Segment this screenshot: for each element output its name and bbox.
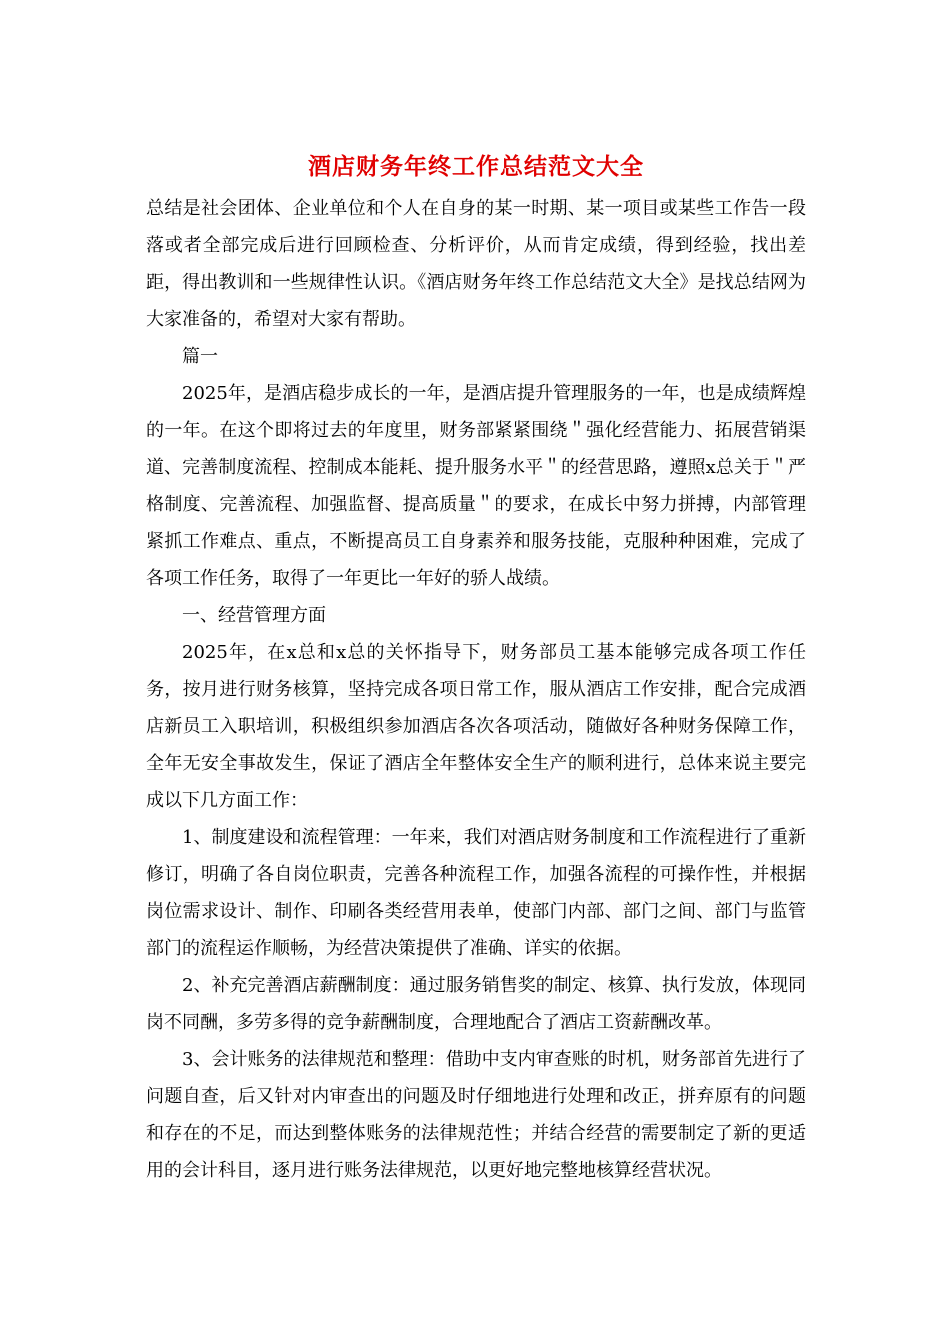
paragraph-intro: 总结是社会团体、企业单位和个人在自身的某一时期、某一项目或某些工作告一段落或者全部完成后进行回顾检查、分析评价，从而肯定成绩，得到经验，找出差距，得出教训和一些规律性认识。《酒店财务年终工作总结范文大全》是找总结网为大家准备的，希望对大家有帮助。 [146, 198, 806, 330]
paragraph-management-summary: 2025年，在x总和x总的关怀指导下，财务部员工基本能够完成各项工作任务，按月进行财务核算，坚持完成各项日常工作，服从酒店工作安排，配合完成酒店新员工入职培训，积极组织参加酒店各次各项活动，随做好各种财务保障工作，全年无安全事故发生，保证了酒店全年整体安全生产的顺利进行，总体来说主要完成以下几方面工作： [146, 642, 806, 811]
document-page [146, 150, 806, 1189]
paragraph-item-2: 2、补充完善酒店薪酬制度：通过服务销售奖的制定、核算、执行发放，体现同岗不同酬，多劳多得的竞争薪酬制度，合理地配合了酒店工资薪酬改革。 [146, 975, 806, 1033]
paragraph-year-overview: 2025年，是酒店稳步成长的一年，是酒店提升管理服务的一年，也是成绩辉煌的一年。在这个即将过去的年度里，财务部紧紧围绕＂强化经营能力、拓展营销渠道、完善制度流程、控制成本能耗、提升服务水平＂的经营思路，遵照x总关于＂严格制度、完善流程、加强监督、提高质量＂的要求，在成长中努力拼搏，内部管理紧抓工作难点、重点，不断提高员工自身素养和服务技能，克服种种困难，完成了各项工作任务，取得了一年更比一年好的骄人战绩。 [146, 383, 806, 589]
document-title: 酒店财务年终工作总结范文大全 [308, 153, 644, 180]
paragraph-item-1: 1、制度建设和流程管理：一年来，我们对酒店财务制度和工作流程进行了重新修订，明确了各自岗位职责，完善各种流程工作，加强各流程的可操作性，并根据岗位需求设计、制作、印刷各类经营用表单，使部门内部、部门之间、部门与监管部门的流程运作顺畅，为经营决策提供了准确、详实的依据。 [146, 827, 806, 959]
paragraph-section-heading: 一、经营管理方面 [182, 605, 326, 626]
paragraph-item-3: 3、会计账务的法律规范和整理：借助中支内审查账的时机，财务部首先进行了问题自查，后又针对内审查出的问题及时仔细地进行处理和改正，拼弃原有的问题和存在的不足，而达到整体账务的法律规范性；并结合经营的需要制定了新的更适用的会计科目，逐月进行账务法律规范，以更好地完整地核算经营状况。 [146, 1049, 806, 1181]
paragraph-part-one-heading: 篇一 [182, 346, 218, 367]
